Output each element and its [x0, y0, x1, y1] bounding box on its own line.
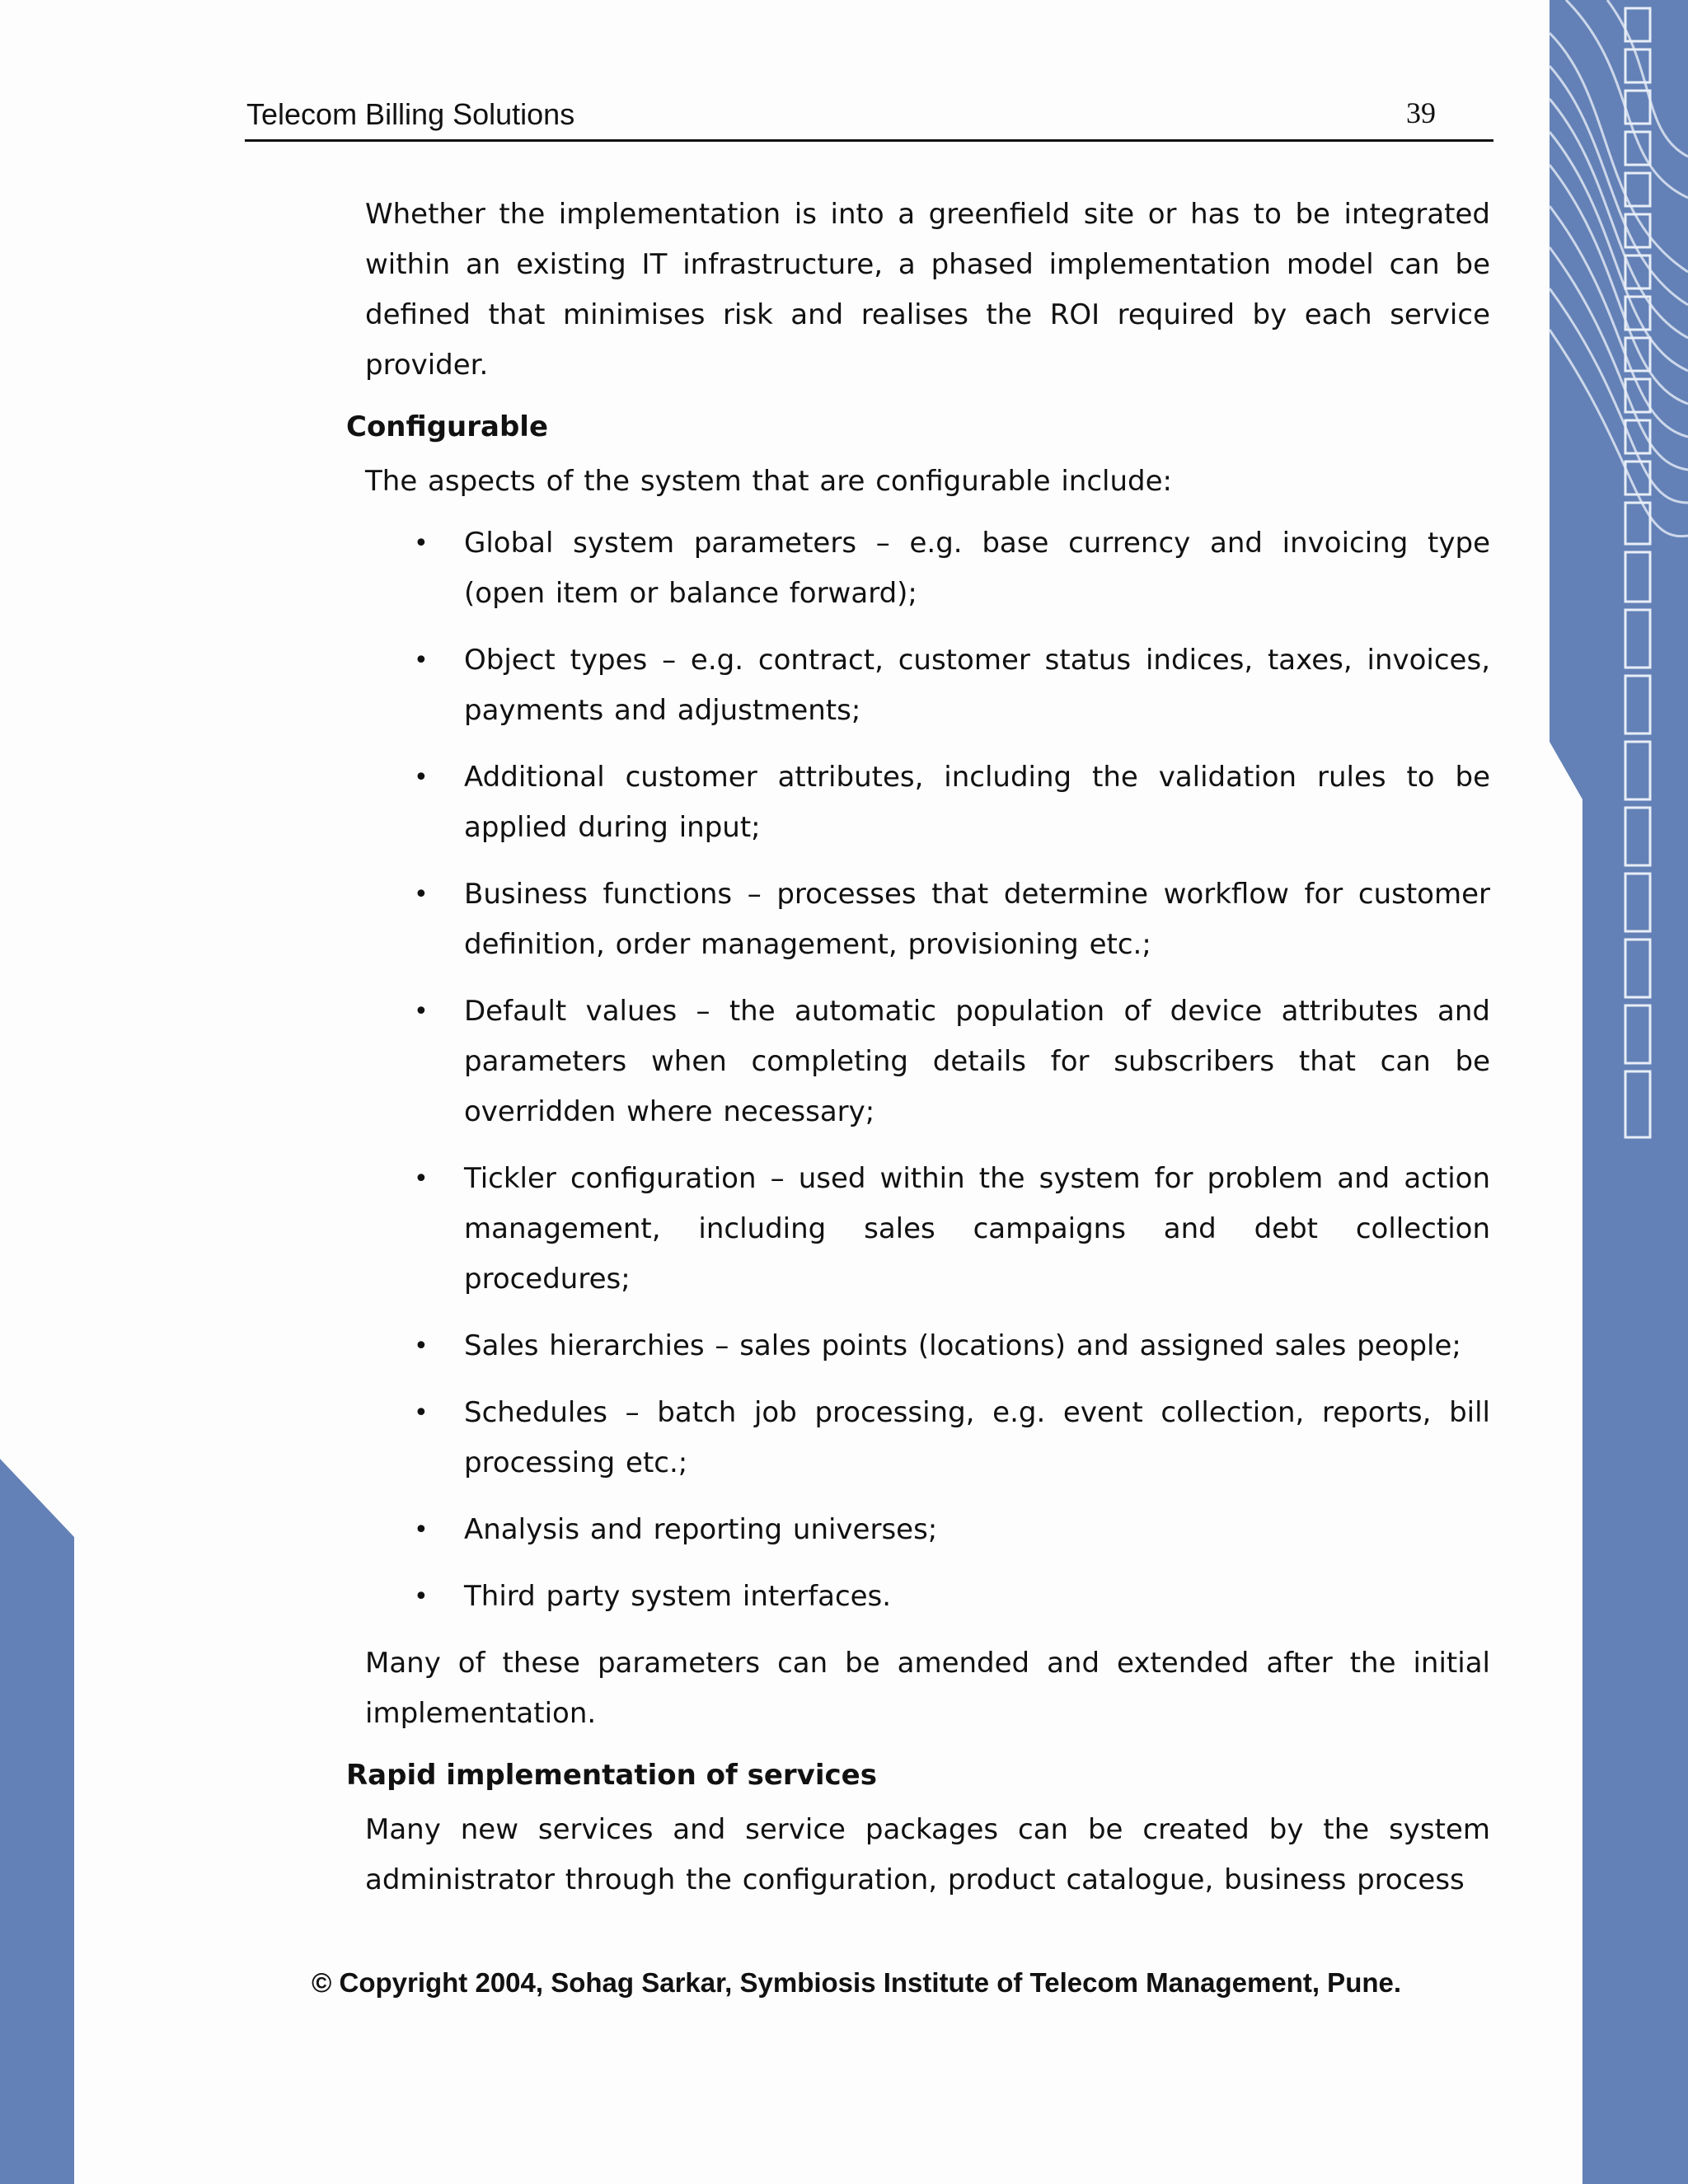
list-item: [346, 1388, 1490, 1488]
list-item-text: Global system parameters – e.g. base currency and invoicing type (open item or balance forward);: [464, 527, 1490, 610]
list-item-text: Third party system interfaces.: [464, 1580, 892, 1613]
right-blue-band: [1550, 0, 1688, 2184]
configurable-lead: The aspects of the system that are configurable include:: [365, 465, 1172, 498]
bullet-icon: •: [414, 646, 429, 675]
wave-pattern: [1550, 0, 1688, 537]
rapid-paragraph: Many new services and service packages can be created by the system administrator through the configuration, product catalogue, business process: [365, 1813, 1490, 1896]
list-item: [346, 1154, 1490, 1305]
list-item-text: Schedules – batch job processing, e.g. event collection, reports, bill processing etc.;: [464, 1396, 1490, 1479]
section-heading-configurable: Configurable: [346, 410, 549, 443]
left-blue-band: [0, 1459, 74, 2184]
section-heading-rapid-implementation: Rapid implementation of services: [346, 1759, 877, 1792]
bullet-icon: •: [414, 1165, 429, 1193]
list-item-text: Additional customer attributes, including the validation rules to be applied during input;: [464, 761, 1490, 844]
list-item-text: Default values – the automatic population of device attributes and parameters when completing details for subscribers that can be overridden where necessary;: [464, 995, 1490, 1128]
bullet-icon: •: [414, 997, 429, 1026]
copyright-footer: © Copyright 2004, Sohag Sarkar, Symbiosis Institute of Telecom Management, Pune.: [312, 1967, 1402, 1998]
running-title: Telecom Billing Solutions: [246, 97, 575, 131]
page-content: [346, 190, 1490, 1917]
list-item-text: Analysis and reporting universes;: [464, 1513, 938, 1546]
bullet-icon: •: [414, 880, 429, 909]
configurable-closing: Many of these parameters can be amended and extended after the initial implementation.: [365, 1647, 1490, 1730]
list-item-text: Sales hierarchies – sales points (locations) and assigned sales people;: [464, 1329, 1461, 1362]
list-item: [346, 752, 1490, 853]
bullet-icon: •: [414, 1332, 429, 1361]
list-item: [346, 1505, 1490, 1555]
list-item: [346, 635, 1490, 736]
list-item: [346, 869, 1490, 970]
bullet-icon: •: [414, 763, 429, 792]
bullet-icon: •: [414, 1399, 429, 1427]
list-item: [346, 518, 1490, 619]
list-item: [346, 1572, 1490, 1622]
bullet-icon: •: [414, 1582, 429, 1611]
page-number: 39: [1406, 96, 1436, 129]
list-item-text: Object types – e.g. contract, customer status indices, taxes, invoices, payments and adjustments;: [464, 644, 1490, 727]
list-item: [346, 987, 1490, 1137]
bullet-icon: •: [414, 529, 429, 558]
bullet-icon: •: [414, 1516, 429, 1544]
list-item: [346, 1321, 1490, 1371]
square-column: [1625, 8, 1650, 1137]
list-item-text: Tickler configuration – used within the system for problem and action management, including sales campaigns and debt collection procedures;: [464, 1162, 1490, 1296]
intro-paragraph: Whether the implementation is into a greenfield site or has to be integrated within an existing IT infrastructure, a phased implementation model can be defined that minimises risk and realises the ROI required by each service provider.: [365, 198, 1490, 382]
list-item-text: Business functions – processes that determine workflow for customer definition, order management, provisioning etc.;: [464, 878, 1490, 961]
page-header: [245, 92, 1493, 142]
configurable-list: [346, 518, 1490, 1622]
